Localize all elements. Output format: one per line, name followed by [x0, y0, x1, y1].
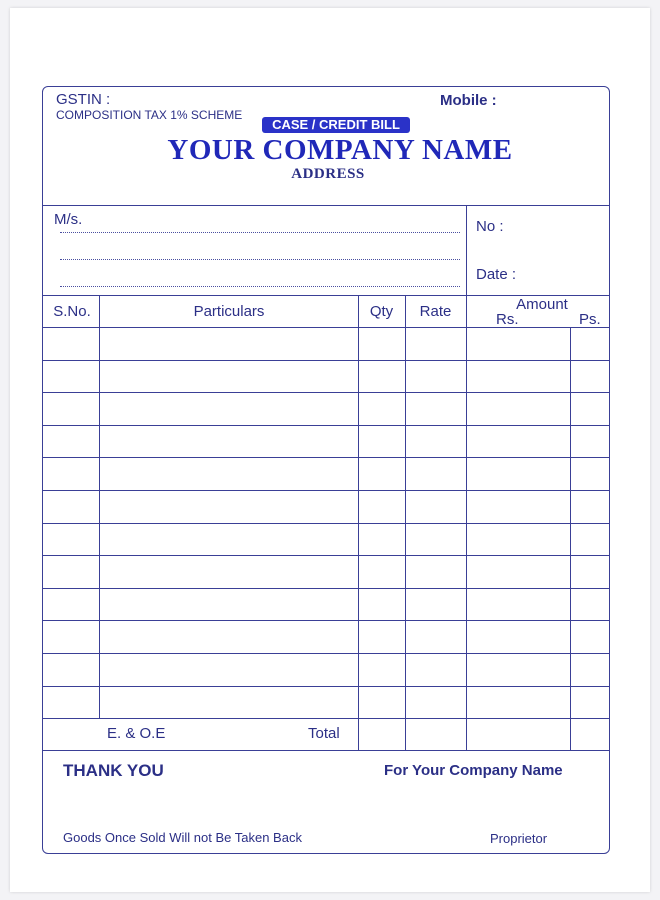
table-rule [43, 360, 609, 361]
proprietor-text: Proprietor [490, 831, 548, 846]
customer-line [60, 232, 460, 233]
col-rs: Rs. [496, 311, 519, 328]
table-rule [43, 555, 609, 556]
tax-scheme: COMPOSITION TAX 1% SCHEME [56, 108, 243, 122]
company-name: YOUR COMPANY NAME [167, 134, 513, 166]
ms-label: M/s. [54, 211, 83, 228]
table-rule [43, 653, 609, 654]
col-qty: Qty [369, 303, 394, 320]
bill-no-label: No : [476, 218, 504, 235]
col-ps: Ps. [579, 311, 601, 328]
table-rule [43, 718, 609, 719]
table-rule [43, 750, 609, 751]
table-rule [43, 392, 609, 393]
customer-line [60, 259, 460, 260]
company-address: ADDRESS [291, 166, 365, 182]
terms-text: Goods Once Sold Will not Be Taken Back [63, 830, 302, 845]
table-rule [43, 620, 609, 621]
divider [466, 205, 467, 295]
divider [43, 205, 609, 206]
col-amount: Amount [516, 296, 568, 313]
table-rule [43, 686, 609, 687]
mobile-label: Mobile : [440, 92, 497, 109]
for-company-text: For Your Company Name [384, 762, 563, 779]
customer-line [60, 286, 460, 287]
table-rule [43, 457, 609, 458]
eoe-label: E. & O.E [107, 725, 166, 742]
gstin-label: GSTIN : [56, 91, 111, 108]
col-sno: S.No. [53, 303, 91, 320]
table-rule [43, 490, 609, 491]
table-rule [43, 523, 609, 524]
total-label: Total [308, 725, 340, 742]
date-label: Date : [476, 266, 517, 283]
table-rule [570, 327, 571, 750]
thank-you-text: THANK YOU [63, 761, 164, 780]
col-rate: Rate [419, 303, 452, 320]
table-rule [43, 588, 609, 589]
table-rule [358, 295, 359, 750]
table-rule [405, 295, 406, 750]
table-rule [43, 425, 609, 426]
col-particulars: Particulars [193, 303, 265, 320]
bill-type-badge: CASE / CREDIT BILL [262, 117, 410, 133]
table-rule [466, 295, 467, 750]
table-rule [99, 295, 100, 718]
table-rule [43, 327, 609, 328]
